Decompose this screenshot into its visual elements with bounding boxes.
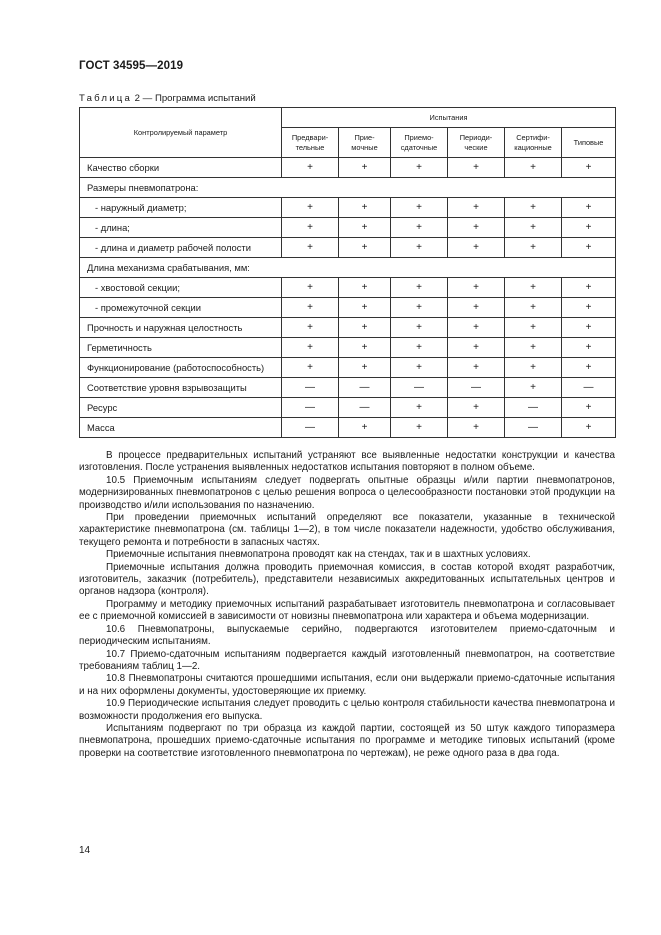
test-program-table (79, 107, 616, 438)
test-mark-cell: + (505, 218, 562, 238)
test-mark-cell: + (391, 218, 448, 238)
test-mark-cell: + (562, 418, 616, 438)
parameter-label: Герметичность (80, 338, 282, 358)
parameter-label: Прочность и наружная целостность (80, 318, 282, 338)
test-mark-cell: + (391, 398, 448, 418)
paragraph: Программу и методику приемочных испытаний разрабатывает изготовитель пневмопатрона и согласовывает ее с приемочной комиссией в зависимости от новизны пневмопатрона или характера и объема модернизации. (79, 598, 615, 623)
test-mark-cell: + (505, 158, 562, 178)
test-mark-cell: + (562, 218, 616, 238)
test-mark-cell: + (339, 158, 391, 178)
parameter-label: - наружный диаметр; (80, 198, 282, 218)
table-row (80, 258, 616, 278)
test-mark-cell: — (339, 398, 391, 418)
table-row (80, 338, 616, 358)
test-mark-cell: + (339, 418, 391, 438)
page-number: 14 (79, 845, 91, 856)
test-column-header (562, 128, 616, 158)
test-mark-cell: — (505, 398, 562, 418)
document-header: ГОСТ 34595—2019 (79, 60, 184, 72)
test-mark-cell: — (282, 418, 339, 438)
test-mark-cell: + (505, 298, 562, 318)
section-label: Длина механизма срабатывания, мм: (80, 258, 616, 278)
test-mark-cell: + (282, 338, 339, 358)
test-mark-cell: + (391, 238, 448, 258)
table-row (80, 178, 616, 198)
column-header-line: ческие (464, 142, 488, 152)
param-column-header: Контролируемый параметр (80, 108, 282, 158)
column-header-line: мочные (351, 142, 378, 152)
test-mark-cell: + (339, 338, 391, 358)
test-mark-cell: + (391, 198, 448, 218)
test-mark-cell: — (339, 378, 391, 398)
test-mark-cell: — (282, 378, 339, 398)
test-column-header (391, 128, 448, 158)
test-mark-cell: + (448, 218, 505, 238)
test-mark-cell: + (282, 198, 339, 218)
section-label: Размеры пневмопатрона: (80, 178, 616, 198)
paragraph: 10.8 Пневмопатроны считаются прошедшими испытания, если они выдержали приемо-сдаточные испытания и на них оформлены документы, удостоверяющие их приемку. (79, 673, 615, 697)
test-mark-cell: + (282, 158, 339, 178)
test-mark-cell: + (339, 218, 391, 238)
test-mark-cell: + (448, 338, 505, 358)
test-mark-cell: + (505, 198, 562, 218)
test-mark-cell: + (562, 398, 616, 418)
test-column-header (339, 128, 391, 158)
test-mark-cell: + (562, 358, 616, 378)
test-mark-cell: + (391, 298, 448, 318)
test-mark-cell: + (282, 218, 339, 238)
test-mark-cell: — (391, 378, 448, 398)
table-caption-title: 2 — Программа испытаний (132, 93, 256, 104)
paragraph: 10.6 Пневмопатроны, выпускаемые серийно, подвергаются изготовителем приемо-сдаточным и периодическим испытаниям. (79, 623, 615, 648)
table-row (80, 378, 616, 398)
column-header-line: сдаточные (400, 142, 438, 152)
parameter-label: - длина и диаметр рабочей полости (80, 238, 282, 258)
test-mark-cell: — (562, 378, 616, 398)
test-mark-cell: + (448, 398, 505, 418)
test-mark-cell: + (282, 298, 339, 318)
parameter-label: - длина; (80, 218, 282, 238)
paragraph: Приемочные испытания должна проводить приемочная комиссия, в состав которой входят разработчик, изготовитель, заказчик (потребитель), представители независимых аккредитованных испытательных центров и органов надзора (контроля). (79, 561, 615, 598)
column-header-line: тельные (295, 142, 325, 152)
parameter-label: Соответствие уровня взрывозащиты (80, 378, 282, 398)
parameter-label: Ресурс (80, 398, 282, 418)
table-caption-word: Таблица (79, 93, 133, 104)
test-mark-cell: + (391, 338, 448, 358)
test-column-header (505, 128, 562, 158)
test-mark-cell: + (562, 278, 616, 298)
test-mark-cell: — (448, 378, 505, 398)
body-text (79, 450, 615, 760)
test-mark-cell: + (448, 238, 505, 258)
test-mark-cell: + (505, 278, 562, 298)
table-row (80, 238, 616, 258)
column-header-line: кационные (514, 142, 552, 152)
paragraph: 10.7 Приемо-сдаточным испытаниям подвергается каждый изготовленный пневмопатрон, на соответствие требованиям таблиц 1—2. (79, 648, 615, 672)
test-mark-cell: + (562, 318, 616, 338)
test-mark-cell: + (562, 198, 616, 218)
test-mark-cell: + (448, 298, 505, 318)
test-mark-cell: + (448, 418, 505, 438)
paragraph: Испытаниям подвергают по три образца из каждой партии, состоящей из 50 штук каждого типоразмера пневмопатрона, прошедших приемо-сдаточные испытания по программе и методике типовых испытаний (кроме проверки на соответствие изготовленного пневмопатрона по чертежам), не реже одного раза в два года. (79, 722, 615, 759)
parameter-label: - промежуточной секции (80, 298, 282, 318)
test-mark-cell: + (282, 278, 339, 298)
table-row (80, 218, 616, 238)
test-mark-cell: + (339, 238, 391, 258)
test-mark-cell: + (448, 278, 505, 298)
column-header-line: Прие- (354, 132, 375, 142)
test-mark-cell: + (505, 338, 562, 358)
test-mark-cell: + (282, 358, 339, 378)
parameter-label: - хвостовой секции; (80, 278, 282, 298)
table-row (80, 418, 616, 438)
column-header-line: Приемо- (404, 132, 434, 142)
test-mark-cell: + (448, 198, 505, 218)
table-row (80, 158, 616, 178)
test-mark-cell: + (505, 238, 562, 258)
table-row (80, 398, 616, 418)
test-mark-cell: + (339, 298, 391, 318)
test-mark-cell: + (505, 318, 562, 338)
parameter-label: Качество сборки (80, 158, 282, 178)
paragraph: В процессе предварительных испытаний устраняют все выявленные недостатки конструкции и качества изготовления. После устранения выявленных недостатков испытания повторяют в полном объеме. (79, 450, 615, 474)
tests-group-header: Испытания (282, 108, 616, 128)
test-column-header (448, 128, 505, 158)
test-mark-cell: — (505, 418, 562, 438)
table-row (80, 198, 616, 218)
test-mark-cell: + (505, 358, 562, 378)
column-header-line: Сертифи- (516, 132, 550, 142)
test-mark-cell: + (448, 158, 505, 178)
test-mark-cell: + (391, 158, 448, 178)
test-mark-cell: + (505, 378, 562, 398)
test-mark-cell: — (282, 398, 339, 418)
parameter-label: Функционирование (работоспособность) (80, 358, 282, 378)
table-row (80, 358, 616, 378)
paragraph: 10.5 Приемочным испытаниям следует подвергать опытные образцы и/или партии пневмопатронов, модернизированных пневмопатронов с целью решения вопроса о целесообразности постановки этой продукции на производство и/или использования по назначению. (79, 474, 615, 511)
test-mark-cell: + (448, 358, 505, 378)
test-mark-cell: + (339, 198, 391, 218)
parameter-label: Масса (80, 418, 282, 438)
test-mark-cell: + (562, 238, 616, 258)
test-mark-cell: + (282, 318, 339, 338)
test-mark-cell: + (391, 278, 448, 298)
paragraph: 10.9 Периодические испытания следует проводить с целью контроля стабильности качества пневмопатрона и возможности продолжения его выпуска. (79, 698, 615, 722)
test-mark-cell: + (391, 418, 448, 438)
column-header-line: Типовые (573, 137, 604, 147)
test-mark-cell: + (562, 298, 616, 318)
test-mark-cell: + (391, 318, 448, 338)
table-row (80, 298, 616, 318)
paragraph: Приемочные испытания пневмопатрона проводят как на стендах, так и в шахтных условиях. (106, 549, 531, 561)
test-mark-cell: + (339, 278, 391, 298)
table-caption (79, 93, 256, 104)
paragraph: При проведении приемочных испытаний определяют все показатели, указанные в технической характеристике пневмопатрона (см. таблицы 1—2), в том числе показатели надежности, удобство обслуживания, текущего ремонта и потребности в запасных частях. (79, 512, 615, 548)
test-mark-cell: + (562, 338, 616, 358)
test-mark-cell: + (448, 318, 505, 338)
column-header-line: Предвари- (291, 132, 329, 142)
table-row (80, 318, 616, 338)
test-column-header (282, 128, 339, 158)
table-row (80, 278, 616, 298)
test-mark-cell: + (562, 158, 616, 178)
test-mark-cell: + (339, 358, 391, 378)
test-mark-cell: + (282, 238, 339, 258)
test-mark-cell: + (391, 358, 448, 378)
column-header-line: Периоди- (459, 132, 493, 142)
test-mark-cell: + (339, 318, 391, 338)
